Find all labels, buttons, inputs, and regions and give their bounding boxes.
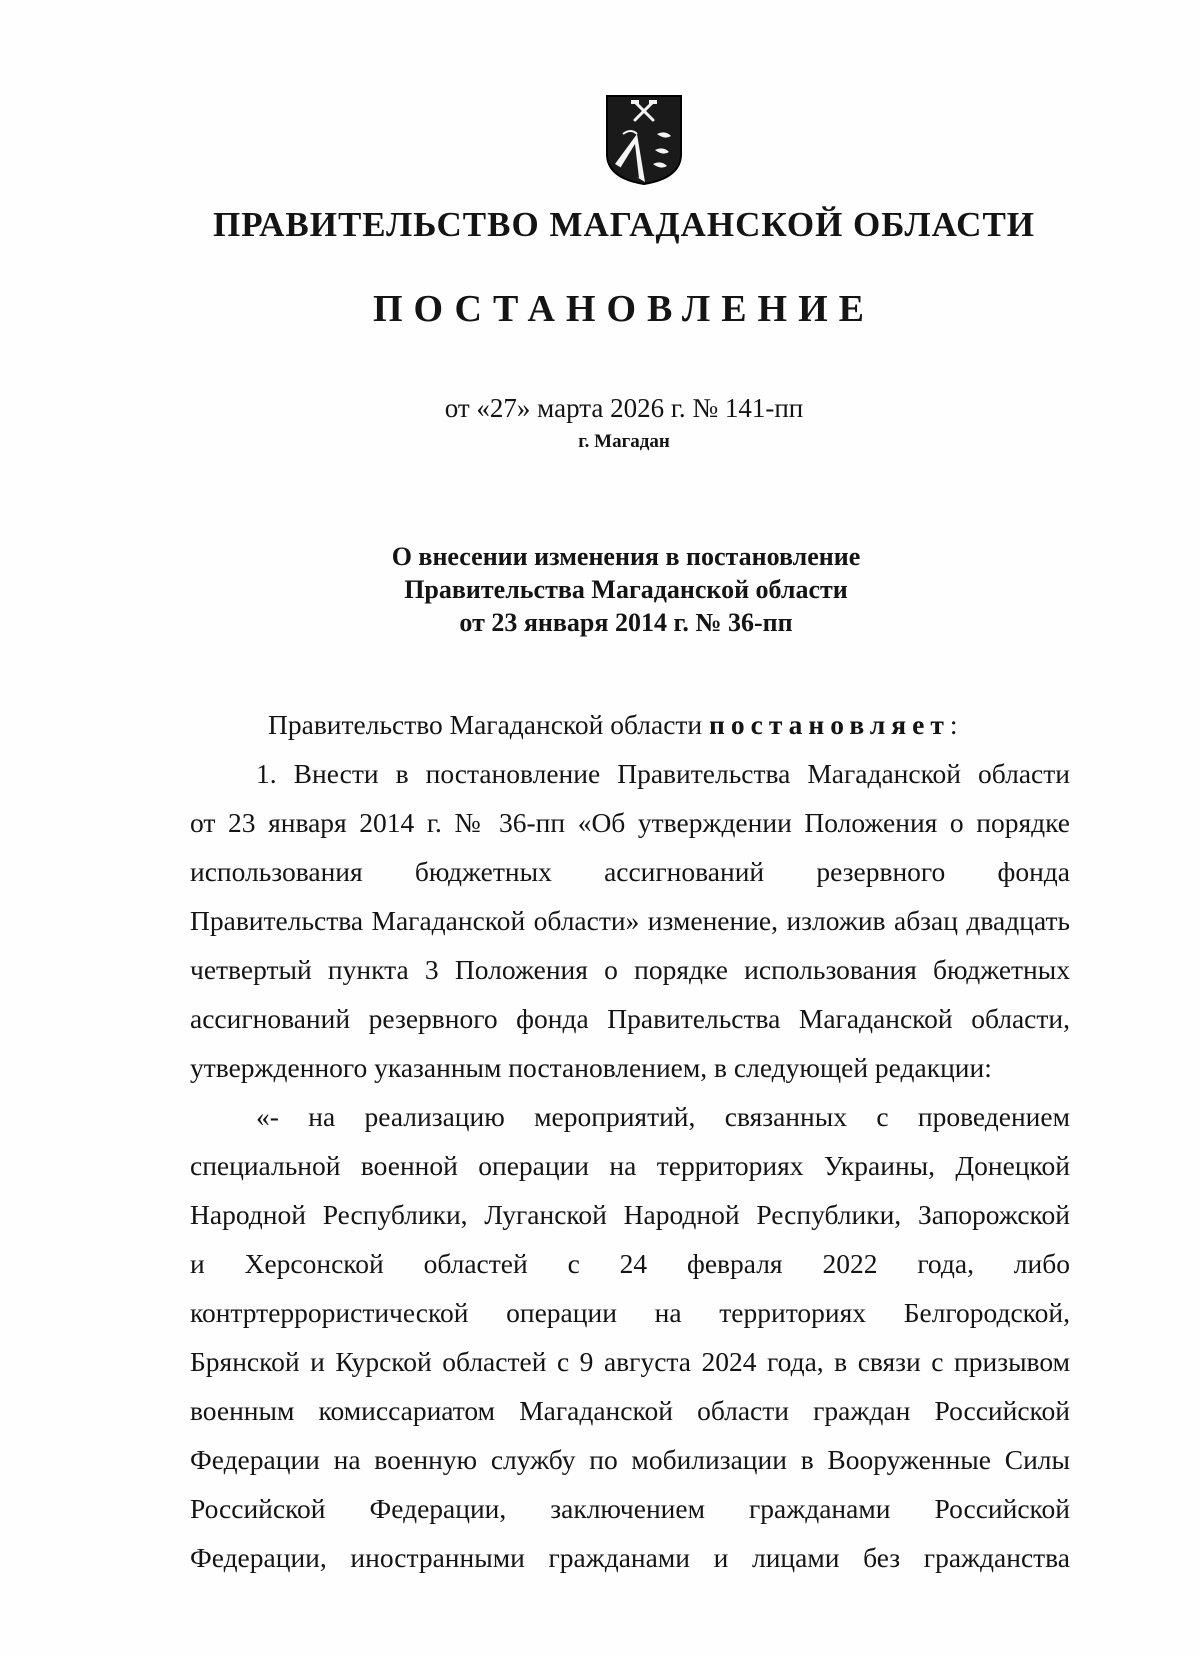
magadan-coat-of-arms-icon	[605, 94, 683, 186]
preamble-keyword: постановляет	[709, 709, 950, 740]
government-title: ПРАВИТЕЛЬСТВО МАГАДАНСКОЙ ОБЛАСТИ	[212, 205, 1036, 244]
preamble-suffix: :	[949, 709, 958, 740]
subject-line: О внесении изменения в постановление	[391, 542, 861, 571]
body-line: ассигнований резервного фонда Правительства Магаданской области,	[190, 1003, 1070, 1034]
body-line: специальной военной операции на территориях Украины, Донецкой	[190, 1150, 1070, 1181]
preamble-prefix: Правительство Магаданской области	[268, 709, 703, 740]
body-line: от 23 января 2014 г. № 36-пп «Об утверждении Положения о порядке	[190, 807, 1070, 838]
body-line: Федерации на военную службу по мобилизации в Вооруженные Силы	[190, 1444, 1070, 1475]
body-line: 1. Внести в постановление Правительства Магаданской области	[256, 758, 1070, 789]
decree-subject	[0, 540, 1200, 639]
body-line: и Херсонской областей с 24 февраля 2022 года, либо	[190, 1248, 1070, 1279]
decree-body	[190, 700, 1070, 1582]
body-line: «- на реализацию мероприятий, связанных с проведением	[256, 1101, 1070, 1132]
decree-city: г. Магадан	[578, 431, 670, 452]
body-line: военным комиссариатом Магаданской области граждан Российской	[190, 1395, 1070, 1426]
decree-date-number: от «27» марта 2026 г. № 141-пп	[444, 393, 804, 423]
subject-line: Правительства Магаданской области	[404, 575, 848, 604]
body-line: утвержденного указанным постановлением, в следующей редакции:	[190, 1052, 992, 1083]
document-type-title: ПОСТАНОВЛЕНИЕ	[372, 288, 876, 330]
body-line: Российской Федерации, заключением гражданами Российской	[190, 1493, 1070, 1524]
preamble-line	[190, 700, 1070, 749]
body-line: Правительства Магаданской области» изменение, изложив абзац двадцать	[190, 905, 1070, 936]
body-line: четвертый пункта 3 Положения о порядке использования бюджетных	[190, 954, 1070, 985]
body-line: Народной Республики, Луганской Народной Республики, Запорожской	[190, 1199, 1070, 1230]
body-line: контртеррористической операции на территориях Белгородской,	[190, 1297, 1070, 1328]
body-line: использования бюджетных ассигнований резервного фонда	[190, 856, 1070, 887]
body-line: Федерации, иностранными гражданами и лицами без гражданства	[190, 1542, 1070, 1573]
body-line: Брянской и Курской областей с 9 августа 2024 года, в связи с призывом	[190, 1346, 1070, 1377]
subject-line: от 23 января 2014 г. № 36-пп	[459, 608, 793, 637]
